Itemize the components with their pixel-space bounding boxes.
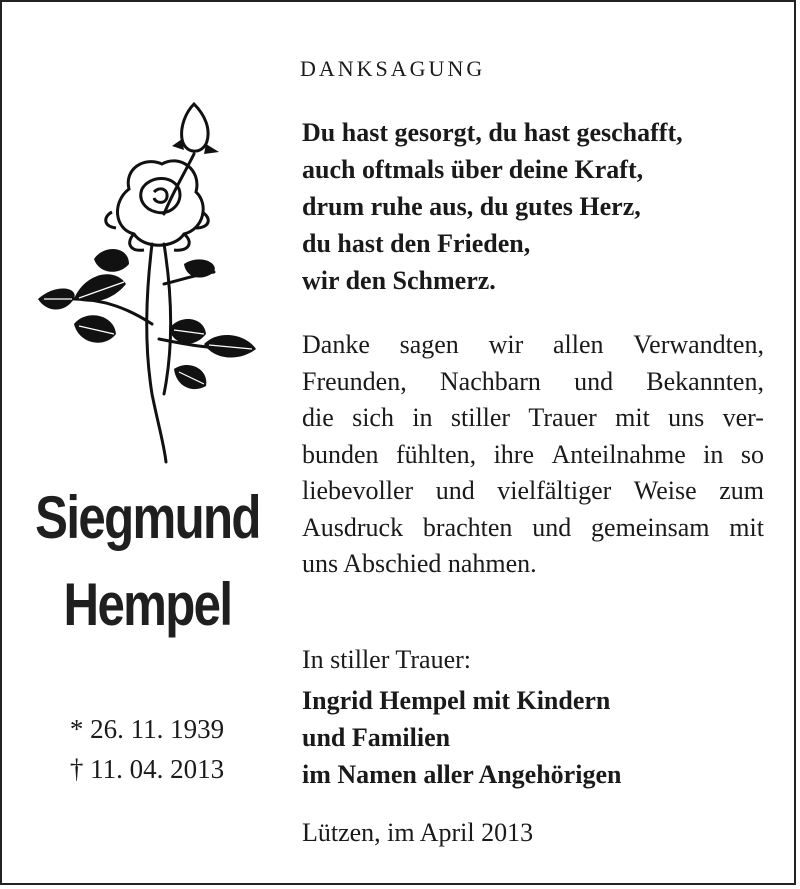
thanks-word: ihre (493, 439, 534, 469)
thanks-line (302, 364, 764, 401)
poem-line: wir den Schmerz. (302, 266, 496, 295)
thanks-word: zum (719, 476, 764, 505)
thanks-word: und (574, 366, 614, 396)
poem-line: Du hast gesorgt, du hast geschafft, (302, 118, 683, 147)
thanks-word: Bekannten, (646, 366, 764, 396)
thanks-word: wir (488, 330, 524, 359)
thanks-word: liebevoller (302, 476, 414, 505)
thanks-word: in (412, 403, 433, 432)
rose-icon (34, 94, 262, 464)
thanks-word: sagen (399, 330, 459, 359)
thanks-word: in (703, 439, 724, 469)
thanks-line (302, 473, 764, 510)
thanks-word: Trauer (528, 403, 597, 432)
poem-line: drum ruhe aus, du gutes Herz, (302, 192, 641, 221)
thanks-word: mit (729, 512, 764, 542)
deceased-last-name: Hempel (63, 571, 232, 638)
thanks-word: brachten (422, 512, 513, 542)
thanks-word: allen (552, 330, 604, 359)
mourning-label: In stiller Trauer: (302, 645, 471, 674)
thanks-line (302, 437, 764, 474)
thanks-word: sich (352, 403, 394, 432)
mourners-list (302, 682, 621, 793)
thanks-line (302, 510, 764, 547)
notice-heading: DANKSAGUNG (300, 56, 486, 81)
thanks-line (302, 327, 764, 364)
deceased-first-name: Siegmund (35, 484, 260, 551)
thanks-word: ver- (722, 403, 764, 432)
thanks-word: Verwandten, (633, 330, 764, 359)
thanks-word: Ausdruck (302, 512, 404, 542)
thanks-word: fühlten, (395, 439, 477, 469)
place-date: Lützen, im April 2013 (302, 818, 534, 847)
mourner-line: und Familien (302, 723, 451, 752)
poem-line: du hast den Frieden, (302, 229, 531, 258)
thanks-word: so (740, 439, 764, 469)
thanks-word: Anteilnahme (551, 439, 686, 469)
thanks-word: bunden (302, 439, 379, 469)
thanks-word: Weise (633, 476, 697, 505)
birth-date: * 26. 11. 1939 (69, 714, 225, 744)
thanks-line: uns Abschied nahmen. (302, 549, 537, 578)
thanks-word: Freunden, (302, 366, 407, 396)
thanks-line (302, 400, 764, 437)
thanks-word: mit (615, 403, 650, 432)
thanks-paragraph (302, 327, 764, 583)
thanks-word: stiller (450, 403, 511, 432)
mourner-line: im Namen aller Angehörigen (302, 760, 622, 789)
death-date: † 11. 04. 2013 (69, 754, 225, 784)
thanks-word: vielfältiger (497, 476, 612, 505)
thanks-word: uns (668, 403, 705, 432)
poem (302, 114, 683, 299)
thanks-word: gemeinsam (591, 512, 710, 542)
thanks-word: und (532, 512, 572, 542)
thanks-word: und (435, 476, 475, 505)
thanks-word: Nachbarn (439, 366, 541, 396)
thanks-word: die (302, 403, 334, 432)
poem-line: auch oftmals über deine Kraft, (302, 155, 644, 184)
thanks-word: Danke (302, 330, 370, 359)
mourner-line: Ingrid Hempel mit Kindern (302, 686, 611, 715)
